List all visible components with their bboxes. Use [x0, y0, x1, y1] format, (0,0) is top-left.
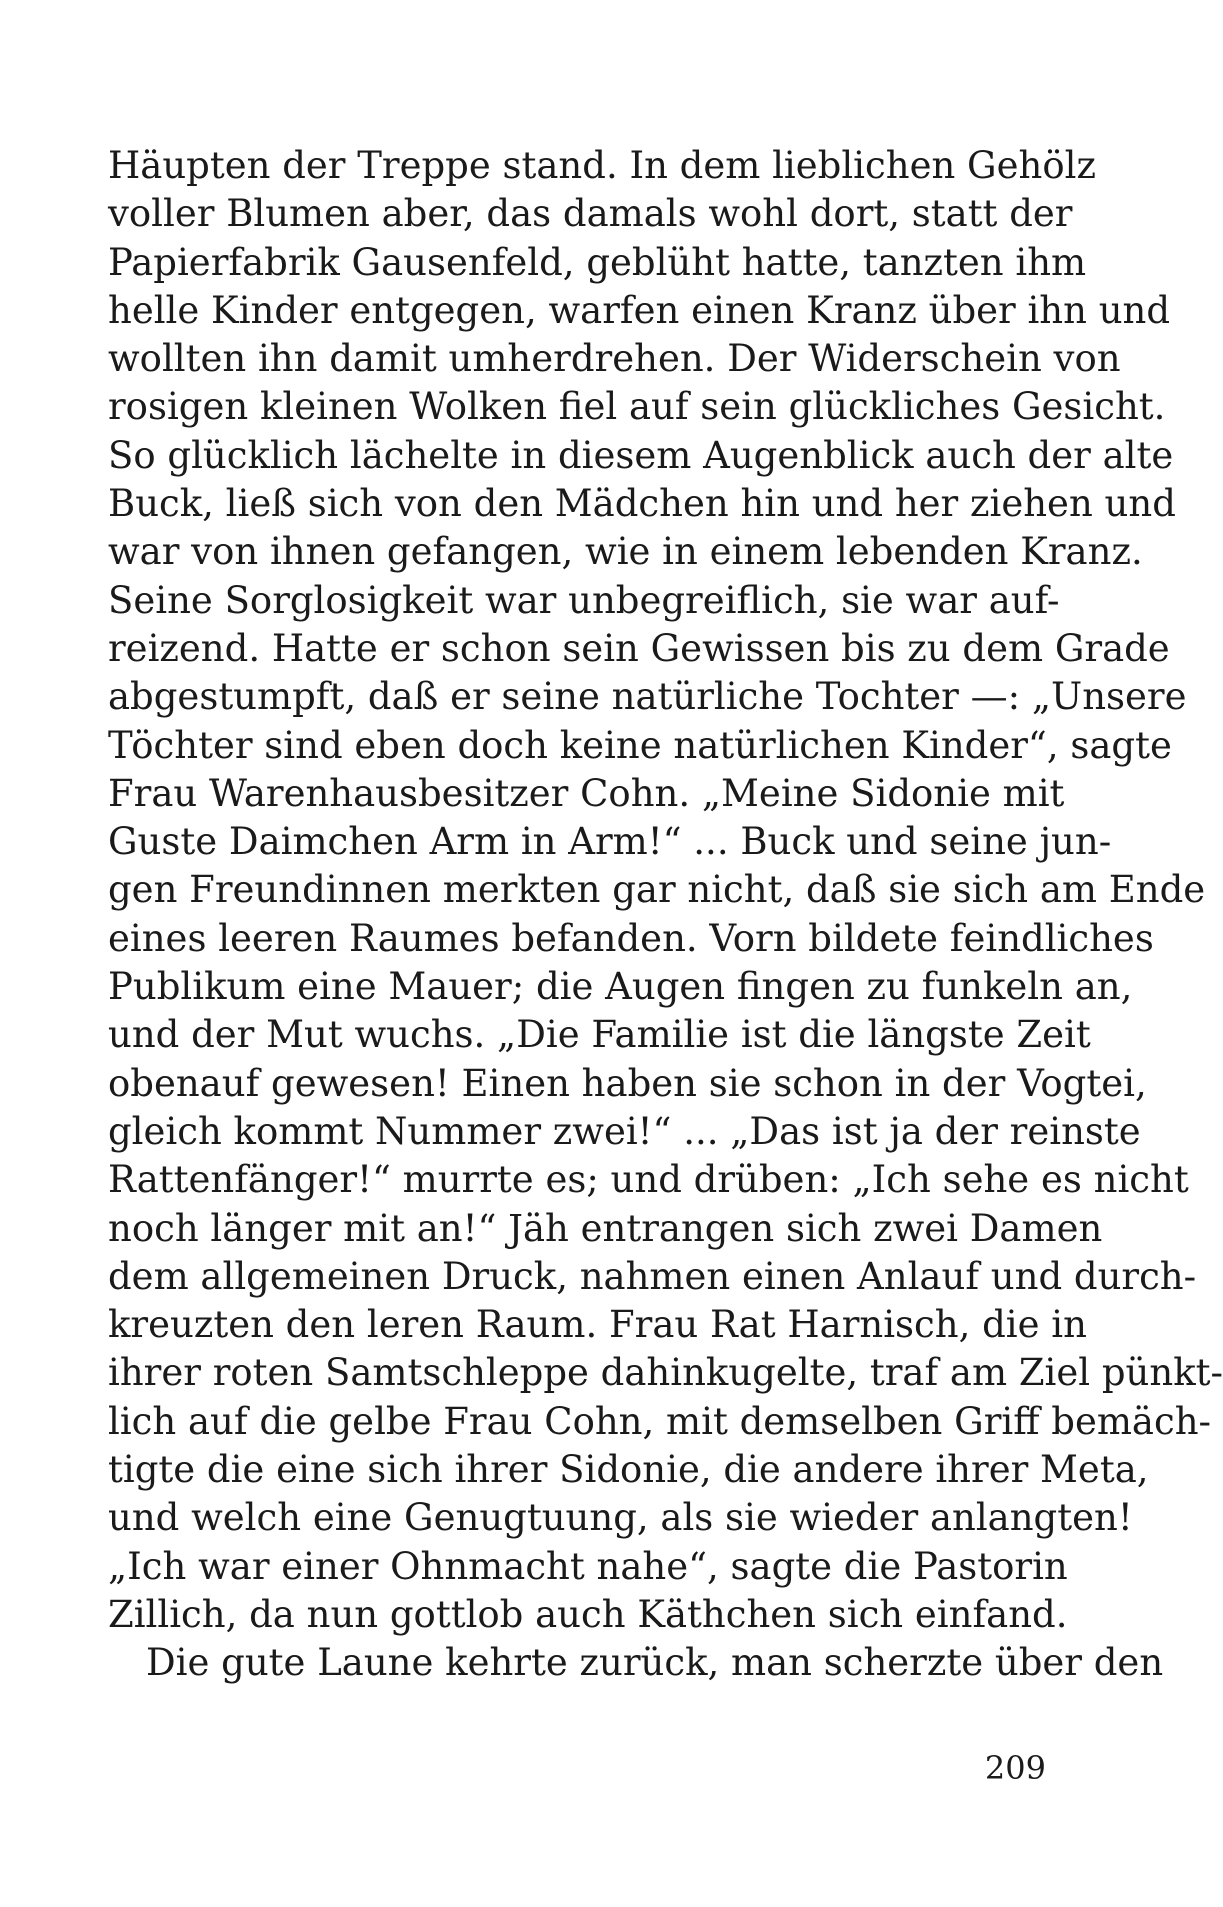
- text-line: Zillich, da nun gottlob auch Käthchen sich einfand.: [108, 1592, 1068, 1636]
- text-line: noch länger mit an!“ Jäh entrangen sich zwei Damen: [108, 1206, 1103, 1250]
- text-line: lich auf die gelbe Frau Cohn, mit demselben Griff bemäch-: [108, 1399, 1212, 1443]
- text-line: tigte die eine sich ihrer Sidonie, die andere ihrer Meta,: [108, 1448, 1149, 1492]
- text-line: ihrer roten Samtschleppe dahinkugelte, traf am Ziel pünkt-: [108, 1351, 1223, 1395]
- text-line: Frau Warenhausbesitzer Cohn. „Meine Sidonie mit: [108, 771, 1065, 815]
- text-line: voller Blumen aber, das damals wohl dort, statt der: [108, 192, 1073, 236]
- page-number: 209: [984, 1749, 1046, 1787]
- text-line: abgestumpft, daß er seine natürliche Tochter —: „Unsere: [108, 675, 1187, 719]
- text-line: So glücklich lächelte in diesem Augenblick auch der alte: [108, 433, 1174, 477]
- text-line: und der Mut wuchs. „Die Familie ist die längste Zeit: [108, 1013, 1091, 1057]
- text-line: Töchter sind eben doch keine natürlichen Kinder“, sagte: [108, 723, 1172, 767]
- text-line: Die gute Laune kehrte zurück, man scherzte über den: [146, 1641, 1164, 1685]
- text-line: reizend. Hatte er schon sein Gewissen bis zu dem Grade: [108, 626, 1170, 670]
- text-line: Publikum eine Mauer; die Augen fingen zu funkeln an,: [108, 965, 1133, 1009]
- text-line: Papierfabrik Gausenfeld, geblüht hatte, tanzten ihm: [108, 240, 1087, 284]
- text-line: dem allgemeinen Druck, nahmen einen Anlauf und durch-: [108, 1254, 1197, 1298]
- text-line: gleich kommt Nummer zwei!“ ... „Das ist ja der reinste: [108, 1109, 1141, 1153]
- text-line: Guste Daimchen Arm in Arm!“ ... Buck und seine jun-: [108, 820, 1112, 864]
- text-line: eines leeren Raumes befanden. Vorn bildete feindliches: [108, 916, 1154, 960]
- body-text: [108, 142, 1223, 1688]
- text-line: Rattenfänger!“ murrte es; und drüben: „Ich sehe es nicht: [108, 1158, 1189, 1202]
- text-line: rosigen kleinen Wolken fiel auf sein glückliches Gesicht.: [108, 385, 1166, 429]
- text-line: Buck, ließ sich von den Mädchen hin und her ziehen und: [108, 482, 1176, 526]
- text-line: „Ich war einer Ohnmacht nahe“, sagte die Pastorin: [108, 1544, 1068, 1588]
- text-line: Seine Sorglosigkeit war unbegreiflich, sie war auf-: [108, 578, 1060, 622]
- text-line: wollten ihn damit umherdrehen. Der Widerschein von: [108, 337, 1121, 381]
- text-line: gen Freundinnen merkten gar nicht, daß sie sich am Ende: [108, 868, 1206, 912]
- text-line: und welch eine Genugtuung, als sie wieder anlangten!: [108, 1496, 1133, 1540]
- text-line: helle Kinder entgegen, warfen einen Kranz über ihn und: [108, 288, 1171, 332]
- text-line: war von ihnen gefangen, wie in einem lebenden Kranz.: [108, 530, 1143, 574]
- text-line: obenauf gewesen! Einen haben sie schon in der Vogtei,: [108, 1061, 1147, 1105]
- text-line: Häupten der Treppe stand. In dem lieblichen Gehölz: [108, 144, 1096, 187]
- text-line: kreuzten den leren Raum. Frau Rat Harnisch, die in: [108, 1303, 1087, 1347]
